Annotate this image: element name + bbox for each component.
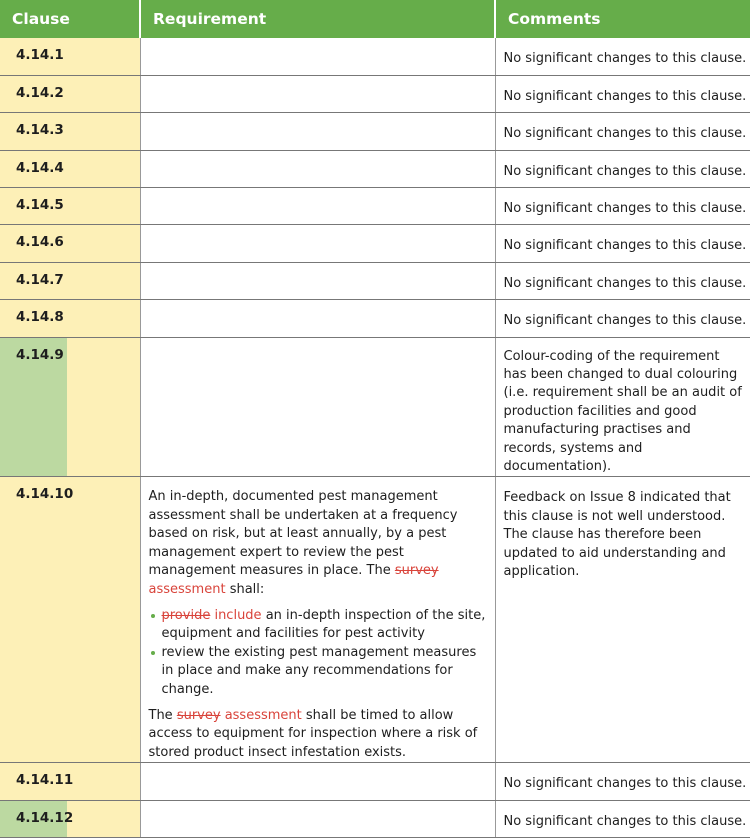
requirement-intro (149, 488, 489, 598)
clause-cell (0, 262, 140, 299)
deleted-text: provide (161, 607, 211, 623)
clause-cell (0, 150, 140, 187)
clause-cell (0, 300, 140, 337)
comment-cell: No significant changes to this clause. (495, 262, 750, 299)
clause-cell (0, 188, 140, 225)
list-item (149, 644, 489, 699)
clause-number: 4.14.8 (16, 309, 64, 326)
clause-number: 4.14.12 (16, 809, 74, 826)
comment-cell: No significant changes to this clause. (495, 113, 750, 150)
comment-cell: No significant changes to this clause. (495, 300, 750, 337)
clause-cell (0, 38, 140, 75)
inserted-text: include (210, 607, 262, 623)
requirement-cell (140, 225, 495, 262)
table-row (0, 477, 750, 763)
closing-start-text: The (148, 707, 177, 723)
clause-number: 4.14.5 (16, 197, 64, 214)
requirement-cell (140, 262, 495, 299)
header-clause: Clause (0, 0, 140, 38)
table-row (0, 225, 750, 262)
requirement-cell (140, 800, 495, 837)
clause-number: 4.14.2 (16, 84, 64, 101)
inserted-text: assessment (148, 581, 226, 597)
comment-cell: No significant changes to this clause. (495, 38, 750, 75)
clause-cell (0, 113, 140, 150)
requirement-text (141, 477, 495, 762)
intro-end-text: shall: (225, 581, 265, 597)
requirement-cell (140, 150, 495, 187)
clause-number: 4.14.4 (16, 159, 64, 176)
table-row (0, 337, 750, 477)
requirement-cell (140, 763, 495, 800)
clause-cell (0, 477, 140, 763)
table-row (0, 800, 750, 837)
table-row (0, 300, 750, 337)
table-row (0, 262, 750, 299)
deleted-text: survey (394, 563, 439, 579)
clause-number: 4.14.11 (16, 772, 74, 789)
bullet-text: review the existing pest management measures in place and make any recommendations for change. (161, 644, 477, 697)
comment-cell: No significant changes to this clause. (495, 763, 750, 800)
table-row (0, 38, 750, 75)
comment-cell: No significant changes to this clause. (495, 75, 750, 112)
clause-cell (0, 337, 140, 477)
clause-cell (0, 763, 140, 800)
requirement-cell (140, 300, 495, 337)
clause-number: 4.14.9 (16, 346, 64, 363)
comment-cell: No significant changes to this clause. (495, 800, 750, 837)
bullet-text: an in-depth inspection of the site, equipment and facilities for pest activity (161, 607, 486, 642)
comment-cell: No significant changes to this clause. (495, 150, 750, 187)
comment-cell: No significant changes to this clause. (495, 188, 750, 225)
requirement-cell (140, 38, 495, 75)
requirement-bullets (149, 607, 489, 699)
requirement-cell (140, 188, 495, 225)
clause-number: 4.14.10 (16, 486, 74, 503)
requirement-cell (140, 75, 495, 112)
header-comments: Comments (495, 0, 750, 38)
clause-cell (0, 225, 140, 262)
list-item (149, 607, 489, 644)
comment-cell: Feedback on Issue 8 indicated that this clause is not well understood. The clause has therefore been updated to aid understanding and application. (495, 477, 750, 763)
inserted-text: assessment (220, 707, 302, 723)
table-row (0, 188, 750, 225)
table-row (0, 113, 750, 150)
header-row (0, 0, 750, 38)
clause-number: 4.14.7 (16, 271, 64, 288)
intro-text: An in-depth, documented pest management assessment shall be undertaken at a frequency based on risk, but at least annually, by a pest management expert to review the pest management measures in place. The (148, 489, 458, 579)
clause-number: 4.14.3 (16, 122, 64, 139)
table-row (0, 75, 750, 112)
closing-text: shall be timed to allow access to equipment for inspection where a risk of stored product insect infestation exists. (148, 707, 478, 760)
header-requirement: Requirement (140, 0, 495, 38)
deleted-text: survey (176, 707, 221, 723)
comment-cell: No significant changes to this clause. (495, 225, 750, 262)
table-row (0, 763, 750, 800)
table-row (0, 150, 750, 187)
requirement-cell (140, 477, 495, 763)
clause-number: 4.14.1 (16, 47, 64, 63)
requirement-closing (149, 707, 489, 762)
comment-cell: Colour-coding of the requirement has been changed to dual colouring (i.e. requirement shall be an audit of production facilities and good manufacturing practises and records, systems and documentation). (495, 337, 750, 477)
clause-cell (0, 75, 140, 112)
requirement-cell (140, 337, 495, 477)
clause-cell (0, 800, 140, 837)
clause-number: 4.14.6 (16, 234, 64, 251)
requirement-cell (140, 113, 495, 150)
